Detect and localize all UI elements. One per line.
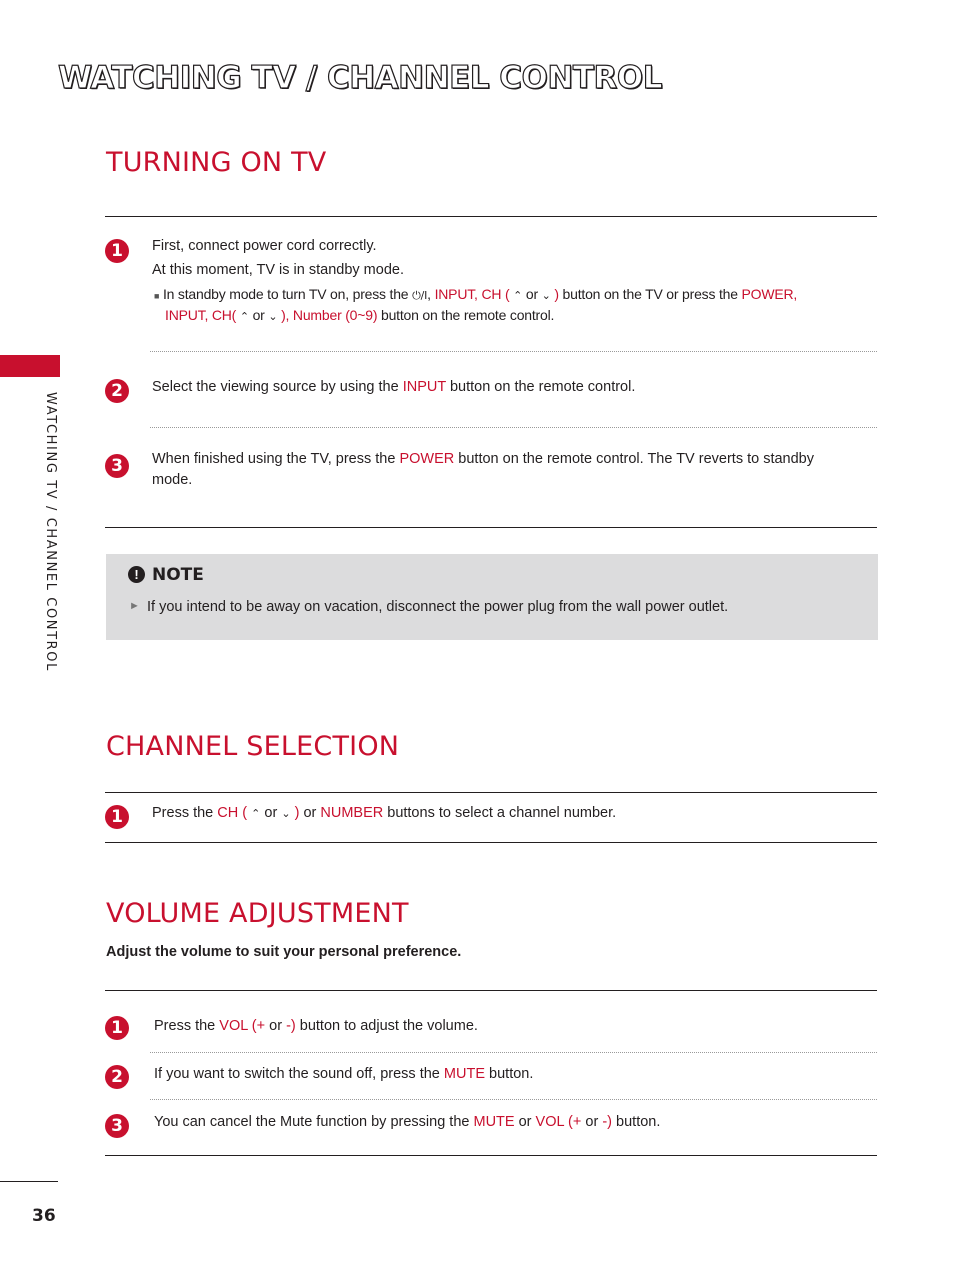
exclamation-icon: ! bbox=[128, 566, 145, 583]
subnote-text: , bbox=[427, 286, 431, 302]
step-text-part: button on the remote control. bbox=[449, 379, 636, 395]
section-title-volume: VOLUME ADJUSTMENT bbox=[106, 898, 409, 929]
key-ch: CH( bbox=[211, 307, 237, 323]
step-text-part: Select the viewing source by using the bbox=[152, 379, 399, 395]
key-ch: CH ( bbox=[481, 286, 510, 302]
step-text bbox=[154, 1062, 533, 1086]
step-text-part: or bbox=[269, 1018, 283, 1034]
step-text bbox=[152, 801, 616, 826]
step-text-part: Press the bbox=[152, 805, 214, 821]
step-divider bbox=[150, 427, 877, 428]
page-title: WATCHING TV / CHANNEL CONTROL bbox=[58, 60, 662, 96]
key-ch-close: ) bbox=[294, 805, 300, 821]
section-divider bbox=[105, 842, 877, 843]
square-bullet-icon: ■ bbox=[154, 291, 160, 301]
key-number: ), Number (0~9) bbox=[281, 307, 378, 323]
step-subnote-continued: INPUT, CH( ⌃ or ⌄ ), Number (0~9) button on the remote control. bbox=[165, 307, 555, 323]
section-divider bbox=[105, 527, 877, 528]
footer-rule bbox=[0, 1181, 58, 1182]
step-text-part: button on the remote control. The TV reverts to standby bbox=[458, 451, 814, 467]
step-text bbox=[152, 375, 635, 399]
chevron-up-icon: ⌃ bbox=[513, 289, 523, 302]
step-badge: 1 bbox=[105, 239, 129, 263]
chevron-down-icon: ⌄ bbox=[281, 807, 291, 820]
step-text-part: or bbox=[585, 1114, 599, 1130]
key-ch-close: ) bbox=[554, 286, 559, 302]
key-input: INPUT bbox=[434, 286, 475, 302]
page-number: 36 bbox=[32, 1206, 56, 1226]
step-divider bbox=[150, 1099, 877, 1100]
step-text: First, connect power cord correctly. bbox=[152, 238, 377, 254]
step-text-part: or bbox=[303, 805, 317, 821]
step-text bbox=[154, 1014, 478, 1038]
step-badge: 1 bbox=[105, 805, 129, 829]
chevron-down-icon: ⌄ bbox=[541, 289, 551, 302]
subnote-text: or bbox=[525, 286, 538, 302]
section-divider bbox=[105, 990, 877, 991]
step-text-part: button. bbox=[489, 1066, 534, 1082]
step-text-part: button to adjust the volume. bbox=[299, 1018, 478, 1034]
step-divider bbox=[150, 351, 877, 352]
chevron-up-icon: ⌃ bbox=[239, 310, 249, 323]
key-vol-down: -) bbox=[602, 1114, 612, 1130]
section-title-turning-on: TURNING ON TV bbox=[106, 147, 327, 178]
step-text: At this moment, TV is in standby mode. bbox=[152, 262, 404, 278]
step-badge: 1 bbox=[105, 1016, 129, 1040]
power-icon: ⏻/I bbox=[412, 289, 428, 302]
step-divider bbox=[150, 1052, 877, 1053]
subnote-text: button on the remote control. bbox=[381, 307, 555, 323]
arrow-right-icon: ► bbox=[129, 600, 140, 612]
key-power: POWER, bbox=[741, 286, 798, 302]
subnote-text: In standby mode to turn TV on, press the bbox=[162, 286, 409, 302]
step-badge: 2 bbox=[105, 379, 129, 403]
section-divider bbox=[105, 1155, 877, 1156]
key-input: INPUT bbox=[165, 307, 205, 323]
step-text-part: buttons to select a channel number. bbox=[387, 805, 617, 821]
section-title-channel: CHANNEL SELECTION bbox=[106, 731, 400, 762]
step-text-part: or bbox=[264, 805, 278, 821]
step-subnote: ■ In standby mode to turn TV on, press the ⏻/I, INPUT, CH ( ⌃ or ⌄ ) button on the TV or press the POWER, bbox=[154, 286, 798, 302]
side-tab-marker bbox=[0, 355, 60, 377]
volume-intro: Adjust the volume to suit your personal preference. bbox=[106, 944, 462, 960]
key-power: POWER bbox=[399, 451, 455, 467]
step-text bbox=[152, 447, 814, 471]
step-text-part: You can cancel the Mute function by pressing the bbox=[154, 1114, 470, 1130]
key-number: NUMBER bbox=[320, 805, 384, 821]
subnote-text: or bbox=[252, 307, 265, 323]
step-badge: 3 bbox=[105, 454, 129, 478]
key-ch: CH ( bbox=[217, 805, 248, 821]
step-text-part: button. bbox=[616, 1114, 661, 1130]
step-text bbox=[154, 1110, 660, 1134]
key-vol-up: VOL (+ bbox=[535, 1114, 582, 1130]
key-mute: MUTE bbox=[443, 1066, 485, 1082]
side-section-label: WATCHING TV / CHANNEL CONTROL bbox=[43, 392, 58, 672]
key-input: INPUT bbox=[402, 379, 446, 395]
key-mute: MUTE bbox=[473, 1114, 515, 1130]
chevron-up-icon: ⌃ bbox=[251, 807, 261, 820]
note-text: If you intend to be away on vacation, disconnect the power plug from the wall power outlet. bbox=[147, 599, 729, 615]
key-vol-down: -) bbox=[286, 1018, 296, 1034]
note-title: NOTE bbox=[152, 565, 204, 585]
step-text: mode. bbox=[152, 472, 193, 488]
step-badge: 2 bbox=[105, 1065, 129, 1089]
step-text-part: When finished using the TV, press the bbox=[152, 451, 396, 467]
section-divider bbox=[105, 216, 877, 217]
chevron-down-icon: ⌄ bbox=[268, 310, 278, 323]
subnote-text: button on the TV or press the bbox=[562, 286, 738, 302]
step-badge: 3 bbox=[105, 1114, 129, 1138]
step-text-part: Press the bbox=[154, 1018, 216, 1034]
step-text-part: or bbox=[518, 1114, 532, 1130]
key-vol-up: VOL (+ bbox=[219, 1018, 266, 1034]
section-divider bbox=[105, 792, 877, 793]
step-text-part: If you want to switch the sound off, press the bbox=[154, 1066, 440, 1082]
